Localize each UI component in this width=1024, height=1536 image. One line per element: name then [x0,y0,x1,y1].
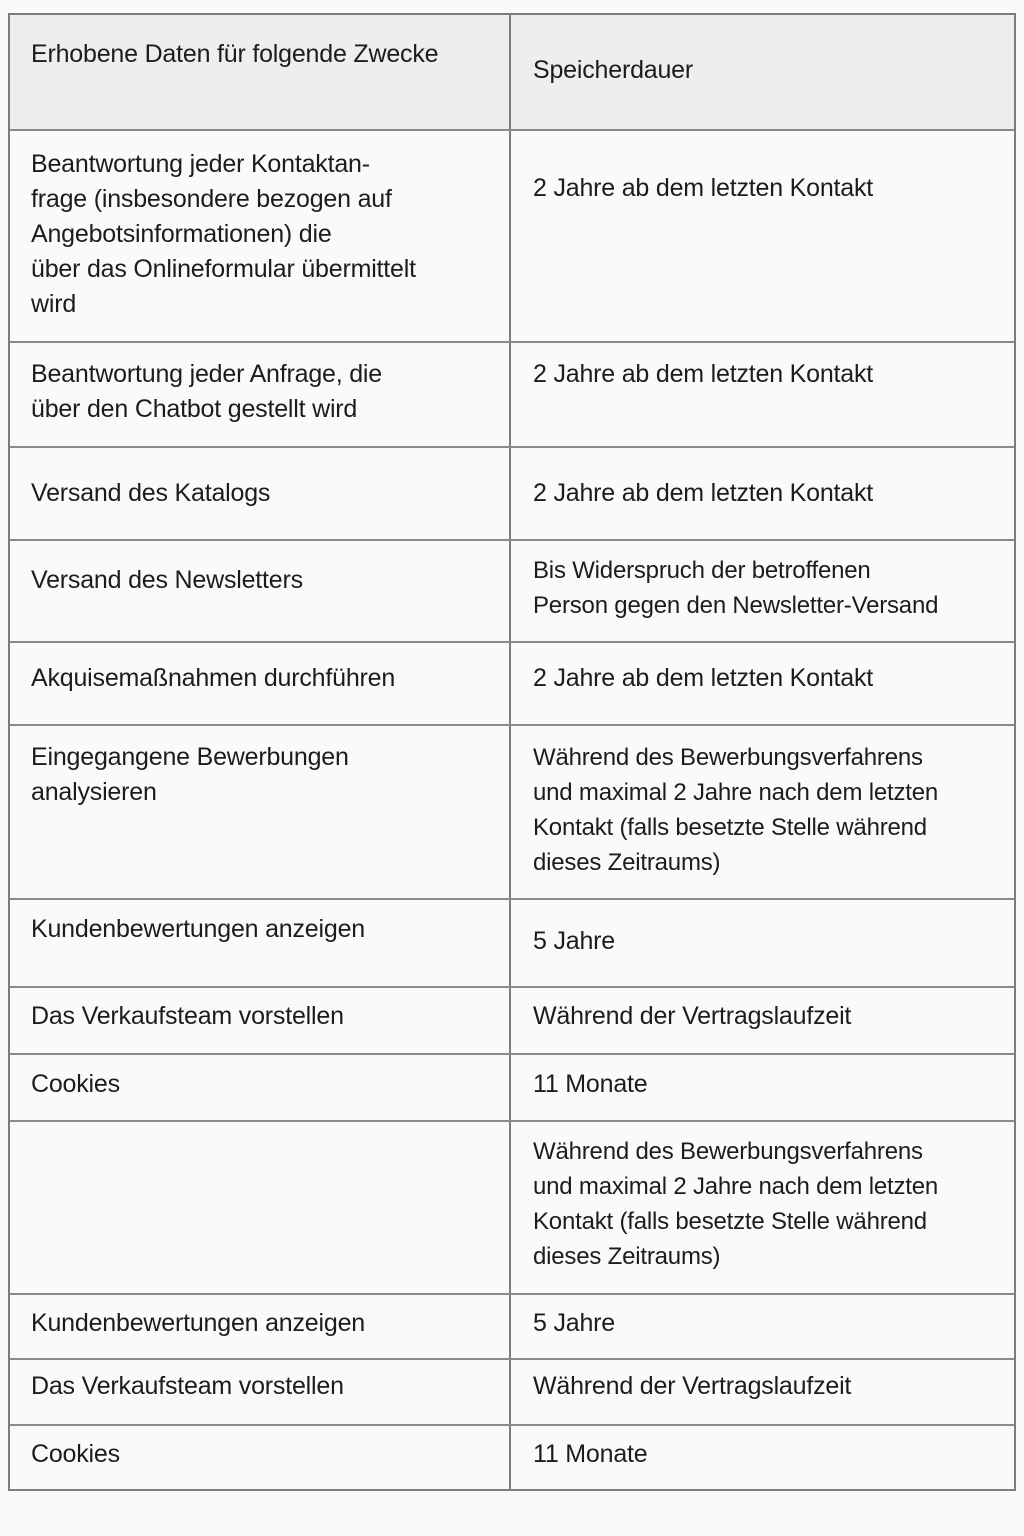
header-purpose-text: Erhobene Daten für folgende Zwecke [31,40,439,68]
table-row [10,539,1014,641]
purpose-text: Versand des Katalogs [31,479,271,507]
duration-cell [511,988,1014,1053]
purpose-cell [10,726,511,898]
duration-text: 11 Monate [533,1440,648,1468]
table-row [10,446,1014,539]
purpose-text: Beantwortung jeder Kontaktan- frage (insbesondere bezogen auf Angebotsinformationen) die über das Onlineformular übermittelt wird [31,150,416,318]
purpose-cell [10,1295,511,1358]
table-row [10,1424,1014,1489]
duration-text: Während der Vertragslaufzeit [533,1372,852,1400]
purpose-text: Kundenbewertungen anzeigen [31,1309,365,1337]
duration-cell [511,1055,1014,1120]
retention-table [8,13,1016,1491]
purpose-text: Akquisemaßnahmen durchführen [31,664,396,692]
duration-cell [511,726,1014,898]
purpose-text: Versand des Newsletters [31,566,303,594]
duration-cell [511,643,1014,724]
duration-text: 5 Jahre [533,1309,615,1337]
duration-cell [511,900,1014,986]
table-row [10,341,1014,446]
purpose-cell [10,448,511,539]
purpose-cell [10,343,511,446]
purpose-text: Beantwortung jeder Anfrage, die über den Chatbot gestellt wird [31,360,382,423]
duration-cell [511,1360,1014,1424]
purpose-cell [10,643,511,724]
purpose-cell [10,541,511,641]
purpose-cell [10,1055,511,1120]
table-row [10,1293,1014,1358]
table-row [10,986,1014,1053]
purpose-text: Cookies [31,1070,120,1098]
duration-text: Während des Bewerbungsverfahrens und maximal 2 Jahre nach dem letzten Kontakt (falls besetzte Stelle während dieses Zeitraums) [533,744,939,876]
duration-text: Während der Vertragslaufzeit [533,1002,852,1030]
duration-text: Bis Widerspruch der betroffenen Person gegen den Newsletter-Versand [533,557,939,619]
purpose-text: Das Verkaufsteam vorstellen [31,1002,344,1030]
purpose-cell [10,988,511,1053]
table-row [10,641,1014,724]
duration-text: 2 Jahre ab dem letzten Kontakt [533,664,874,692]
duration-cell [511,1295,1014,1358]
purpose-cell [10,1426,511,1489]
purpose-cell [10,1122,511,1293]
table-row [10,1120,1014,1293]
table-row [10,724,1014,898]
purpose-text: Cookies [31,1440,120,1468]
duration-text: 2 Jahre ab dem letzten Kontakt [533,174,874,202]
purpose-text: Kundenbewertungen anzeigen [31,915,365,943]
duration-cell [511,541,1014,641]
header-purpose [10,15,511,129]
duration-cell [511,1426,1014,1489]
header-duration-text: Speicherdauer [533,56,694,84]
purpose-cell [10,131,511,341]
duration-cell [511,131,1014,341]
table-header-row [10,15,1014,129]
duration-text: 11 Monate [533,1070,648,1098]
duration-cell [511,448,1014,539]
purpose-text: Eingegangene Bewerbungen analysieren [31,743,349,806]
duration-text: 5 Jahre [533,927,615,955]
duration-text: Während des Bewerbungsverfahrens und maximal 2 Jahre nach dem letzten Kontakt (falls besetzte Stelle während dieses Zeitraums) [533,1138,939,1270]
table-row [10,1053,1014,1120]
table-row [10,1358,1014,1424]
duration-cell [511,343,1014,446]
table-row [10,898,1014,986]
purpose-text: Das Verkaufsteam vorstellen [31,1372,344,1400]
purpose-cell [10,1360,511,1424]
duration-cell [511,1122,1014,1293]
duration-text: 2 Jahre ab dem letzten Kontakt [533,479,874,507]
purpose-cell [10,900,511,986]
header-duration [511,15,1014,129]
duration-text: 2 Jahre ab dem letzten Kontakt [533,360,874,388]
table-row [10,129,1014,341]
